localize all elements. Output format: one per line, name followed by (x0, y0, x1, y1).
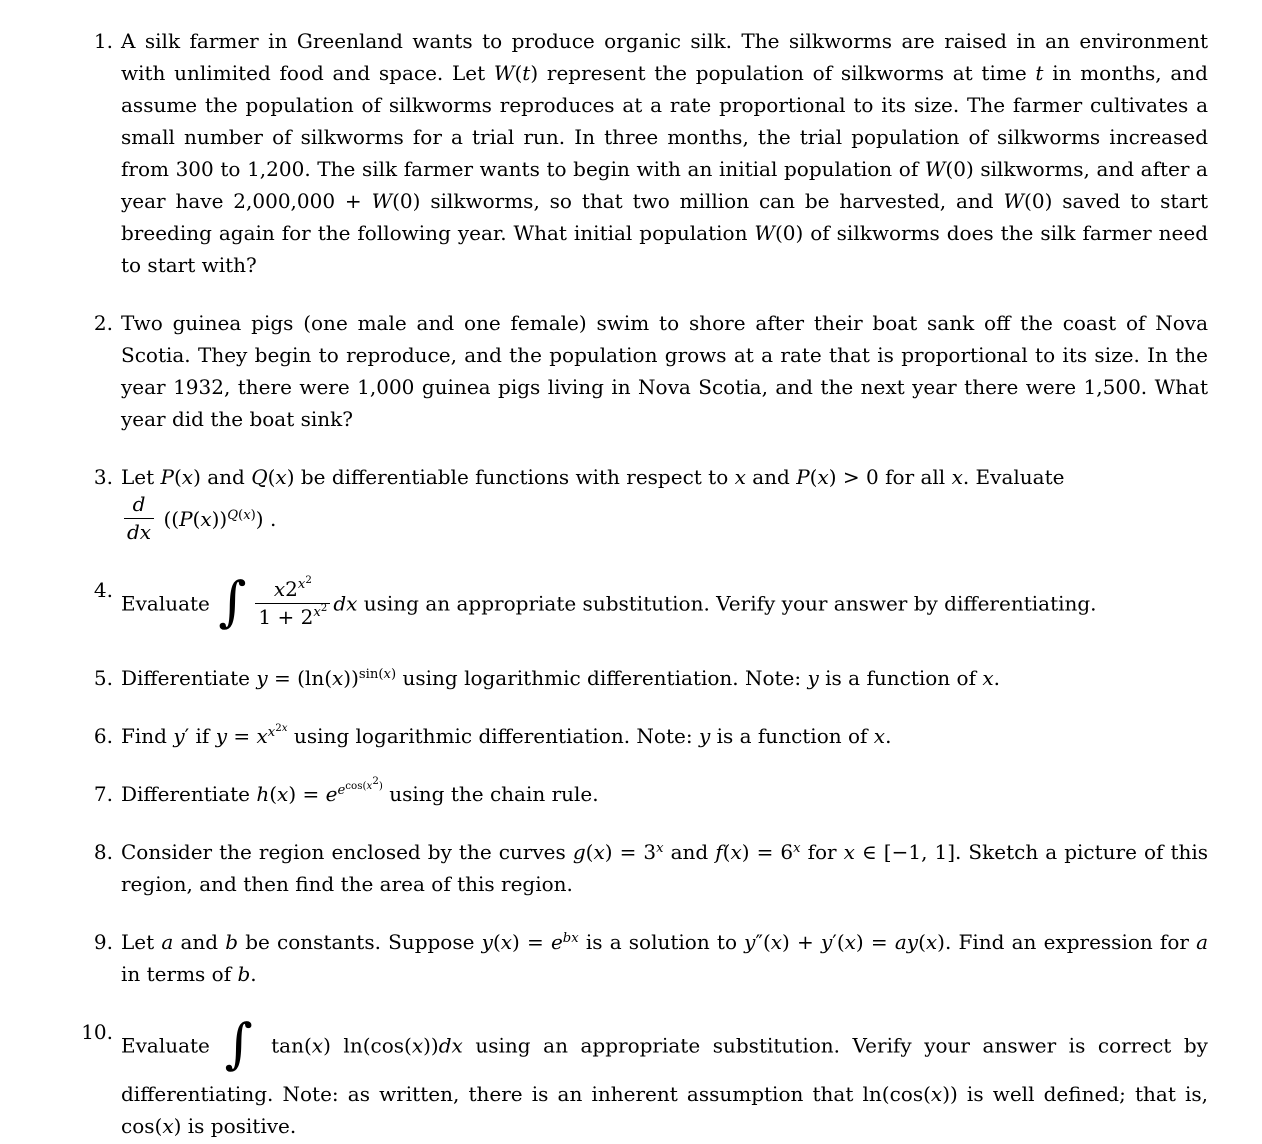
text-run: P (796, 465, 810, 489)
text-run: x (297, 577, 306, 593)
problem-number: 8. (93, 840, 113, 864)
text-run: t (522, 61, 531, 85)
text-run: (0) of silkworms does the silk farmer need to start with? (121, 221, 1208, 277)
fraction-denominator (255, 603, 330, 631)
integral-sign: ∫ (224, 1012, 253, 1075)
text-run: ) ln(cos( (323, 1033, 412, 1058)
text-run: dx (438, 1033, 463, 1058)
text-run: Differentiate (121, 782, 257, 806)
text-run: x (277, 782, 289, 806)
text-run: x (256, 724, 268, 748)
text-run: x (925, 930, 938, 954)
text-run: ( (269, 782, 278, 806)
text-run: x (843, 840, 855, 864)
text-run: (0) silkworms, and after a year have 2,000,000 + (121, 157, 1208, 213)
superscript (267, 721, 288, 740)
text-run: x (273, 576, 286, 601)
text-run: 1 + 2 (258, 604, 314, 629)
text-run: ) . (255, 507, 277, 531)
text-run: ( (514, 61, 523, 85)
text-run: in terms of (121, 962, 238, 986)
text-run: y (173, 724, 185, 748)
text-run: 2 (305, 574, 312, 587)
text-run: Find (121, 724, 174, 748)
superscript (337, 774, 383, 798)
text-run: Let (121, 465, 161, 489)
problem-body (121, 1012, 1209, 1142)
text-run: x (383, 666, 391, 682)
text-run: W (371, 189, 393, 213)
text-run: )) (423, 1033, 439, 1058)
text-run: and (745, 465, 797, 489)
text-run: ) = 6 (741, 840, 794, 864)
text-run: ) = (855, 930, 895, 954)
text-run: x (656, 840, 664, 856)
text-run: a (161, 930, 174, 954)
problem-body (121, 570, 1208, 636)
text-run: . (993, 666, 1000, 690)
superscript (793, 841, 800, 856)
superscript (345, 774, 383, 792)
text-run: ) = (512, 930, 551, 954)
integral-sign: ∫ (218, 570, 247, 633)
text-run: (0) saved to start breeding again for the following year. What initial population (121, 189, 1208, 245)
problem-number: 10. (81, 1020, 113, 1044)
text-run: Q (227, 507, 239, 523)
text-run: )) (211, 507, 228, 531)
text-run: x (951, 465, 963, 489)
text-run: ′( (832, 930, 845, 954)
problem-number: 6. (93, 724, 113, 748)
text-run: be constants. Suppose (238, 930, 482, 954)
text-run: ( (918, 930, 926, 954)
superscript (656, 841, 663, 856)
text-run: Evaluate (121, 1033, 223, 1058)
text-run: g (572, 840, 586, 864)
text-run: P (179, 507, 193, 531)
text-run: using logarithmic differentiation. Note: (396, 666, 808, 690)
text-run: ) (250, 507, 256, 523)
text-run: cos( (345, 779, 367, 792)
text-run: 2 (320, 602, 328, 615)
problem-body (121, 662, 1208, 694)
text-run: e (550, 930, 563, 954)
text-run: in months, and assume the population of silkworms reproduces at a rate proportional to its size. The farmer cultivates a small number of silkworms for a trial run. In three months, the trial population of silkworms increased from 300 to 1,200. The silk farmer wants to begin with an initial population of (121, 61, 1208, 181)
problem-body (121, 836, 1208, 900)
superscript (372, 775, 379, 787)
problem-number: 5. (93, 666, 113, 690)
text-run: Consider the region enclosed by the curves (121, 840, 573, 864)
text-run: represent the population of silkworms at time (538, 61, 1036, 85)
superscript (321, 602, 328, 614)
text-run: y (744, 930, 756, 954)
text-run: is a solution to (578, 930, 745, 954)
text-run: tan( (258, 1033, 312, 1058)
problem-body (121, 926, 1208, 990)
text-run: ) be differentiable functions with respect to (286, 465, 735, 489)
text-run: ( (585, 840, 594, 864)
text-run: ) > 0 for all (828, 465, 952, 489)
problem-number: 9. (93, 930, 113, 954)
text-run: x (500, 930, 513, 954)
text-run: dx (127, 520, 152, 544)
text-run: and (173, 930, 226, 954)
text-run: y (215, 724, 228, 748)
text-run: ) is positive. (173, 1114, 297, 1138)
fraction-denominator (124, 518, 154, 546)
problem-item (0, 774, 1208, 810)
problem-number: 3. (93, 465, 113, 489)
text-run: sin( (358, 666, 384, 682)
problem-body (121, 720, 1208, 752)
text-run: y (481, 930, 493, 954)
text-run: ( (722, 840, 731, 864)
text-run: x (730, 840, 742, 864)
problem-body (121, 307, 1208, 435)
text-run: Q (251, 465, 268, 489)
text-run: f (715, 840, 723, 864)
problem-number: 4. (93, 578, 113, 602)
text-run: = (ln( (267, 666, 333, 690)
fraction-numerator (255, 576, 330, 603)
text-run: x (243, 507, 251, 523)
text-run: bx (562, 930, 579, 946)
text-run: x (411, 1033, 424, 1058)
text-run: Let (121, 930, 162, 954)
text-run: d (132, 492, 146, 516)
text-run: y (698, 724, 711, 748)
text-run: e (337, 782, 346, 798)
text-run: y (820, 930, 833, 954)
superscript (359, 667, 396, 682)
text-run: ay (894, 930, 919, 954)
problem-body (121, 774, 1208, 810)
text-run: ) = (288, 782, 326, 806)
problem-item (0, 307, 1208, 435)
problem-item (0, 720, 1208, 752)
text-run: x (982, 666, 994, 690)
text-run: )) (343, 666, 359, 690)
text-run: x (281, 721, 288, 734)
text-run: using the chain rule. (382, 782, 599, 806)
text-run: ( (809, 465, 818, 489)
problem-list (0, 25, 1208, 1142)
text-run: W (493, 61, 515, 85)
text-run: Differentiate (121, 666, 257, 690)
text-run: for (800, 840, 844, 864)
text-run: t (1035, 61, 1044, 85)
text-run: is a function of (710, 724, 874, 748)
superscript (563, 931, 579, 946)
text-run: ) (390, 666, 397, 682)
text-run: x (275, 465, 287, 489)
text-run: dx (333, 591, 358, 616)
text-run: using an appropriate substitution. Verify your answer is correct by differentiating. Note: as written, there is an inherent assumption that ln(cos( (121, 1033, 1208, 1106)
superscript (313, 602, 328, 621)
text-run: ( (267, 465, 276, 489)
text-run: x (181, 465, 194, 489)
text-run: A silk farmer in Greenland wants to produce organic silk. The silkworms are raised in an environment with unlimited food and space. Let (121, 29, 1208, 85)
text-run: W (924, 157, 946, 181)
text-run: W (1003, 189, 1025, 213)
text-run: x (873, 724, 886, 748)
text-run: b (225, 930, 239, 954)
text-run: ) = 3 (604, 840, 657, 864)
superscript (275, 722, 287, 734)
text-run: ∈ [−1, 1]. Sketch a picture of this region, and then find the area of this region. (121, 840, 1209, 896)
problem-item (0, 1012, 1209, 1142)
text-run: (0) silkworms, so that two million can be harvested, and (392, 189, 1004, 213)
problem-item (0, 662, 1208, 694)
problem-number: 1. (93, 29, 113, 53)
text-run: b (237, 962, 251, 986)
text-run: y (256, 666, 268, 690)
text-run: x (770, 930, 783, 954)
text-run: x (267, 724, 276, 740)
problem-item (0, 570, 1208, 636)
text-run: 2 (275, 721, 282, 734)
text-run: ) + (782, 930, 821, 954)
text-run: P (160, 465, 174, 489)
text-run: . (250, 962, 257, 986)
text-run: ( (192, 507, 201, 531)
problem-item (0, 25, 1208, 281)
problem-body (121, 461, 1208, 548)
problem-item (0, 836, 1208, 900)
text-run: x (844, 930, 856, 954)
text-run: h (256, 782, 270, 806)
text-run: ( (173, 465, 182, 489)
problem-item (0, 926, 1208, 990)
superscript (227, 508, 256, 523)
text-run: 2 (372, 774, 379, 787)
text-run: x (200, 507, 212, 531)
text-run: )) is well defined; that is, cos( (121, 1082, 1209, 1138)
text-run: 2 (285, 576, 298, 601)
text-run: ′ if (184, 724, 216, 748)
fraction-numerator (124, 491, 154, 518)
text-run: x (817, 465, 829, 489)
problem-number: 2. (93, 311, 113, 335)
text-run: x (366, 779, 373, 792)
fraction (255, 576, 330, 631)
text-run: . (885, 724, 892, 748)
problem-item (0, 461, 1208, 548)
superscript (305, 574, 312, 586)
text-run: (( (157, 507, 180, 531)
text-run: ( (238, 507, 244, 523)
text-run: using logarithmic differentiation. Note: (287, 724, 699, 748)
text-run: x (793, 840, 801, 856)
text-run: ) (530, 61, 539, 85)
text-run: x (332, 666, 344, 690)
text-run: e (325, 782, 338, 806)
text-run: Evaluate (121, 591, 217, 616)
text-run: and (663, 840, 716, 864)
text-run: x (593, 840, 605, 864)
text-run: x (162, 1114, 174, 1138)
problem-body (121, 25, 1208, 281)
text-run: ″( (755, 930, 771, 954)
text-run: ) and (193, 465, 252, 489)
text-run: W (754, 221, 775, 245)
text-run: x (930, 1082, 943, 1106)
text-run: = (227, 724, 257, 748)
text-run: Two guinea pigs (one male and one female) swim to shore after their boat sank off the coast of Nova Scotia. They begin to reproduce, and the population grows at a rate that is proportional to its size. In the year 1932, there were 1,000 guinea pigs living in Nova Scotia, and the next year there were 1,500. What year did the boat sink? (121, 311, 1208, 431)
text-run: x (311, 1033, 324, 1058)
text-run: using an appropriate substitution. Verify your answer by differentiating. (357, 591, 1097, 616)
text-run: x (734, 465, 746, 489)
text-run: y (807, 666, 819, 690)
text-run: x (313, 605, 321, 621)
text-run: is a function of (818, 666, 983, 690)
superscript (297, 574, 312, 593)
text-run: ). Find an expression for (937, 930, 1197, 954)
problem-number: 7. (93, 782, 113, 806)
text-run: ) (378, 779, 383, 792)
fraction (124, 491, 154, 546)
text-run: ( (492, 930, 501, 954)
text-run: . Evaluate (962, 465, 1065, 489)
text-run: a (1196, 930, 1209, 954)
